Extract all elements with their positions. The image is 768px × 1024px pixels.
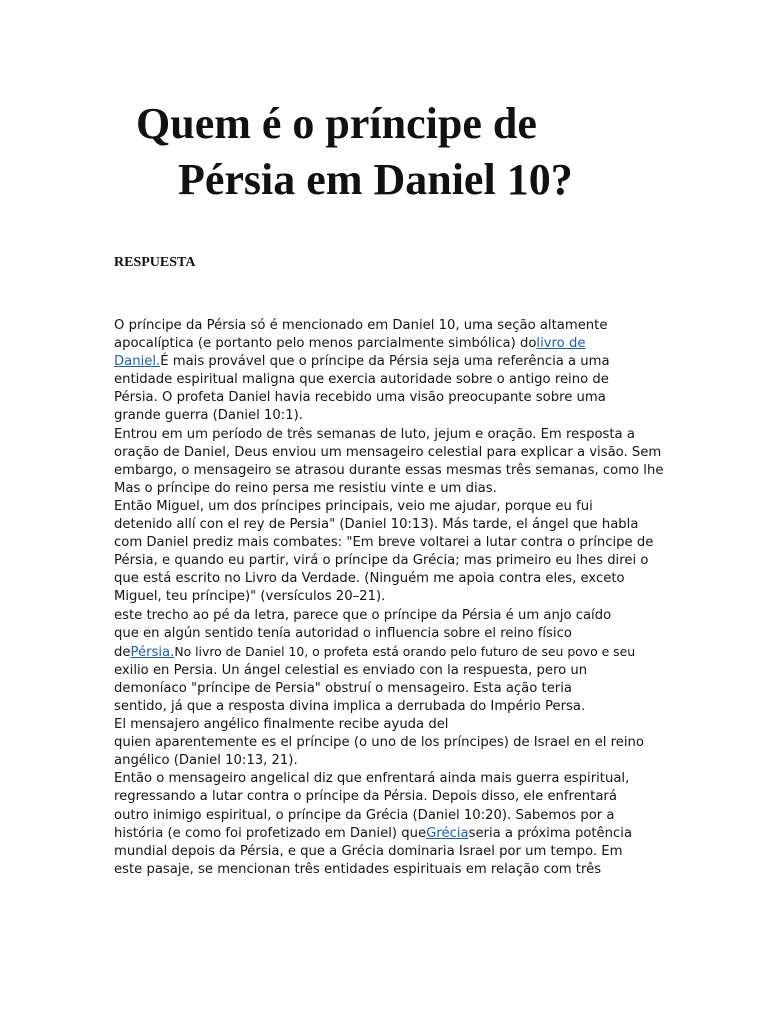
section-heading: RESPUESTA [114, 255, 196, 270]
text-line: Então Miguel, um dos príncipes principais, veio me ajudar, porque eu fui [114, 498, 593, 514]
page-title [136, 96, 573, 208]
text-line: angélico (Daniel 10:13, 21). [114, 753, 298, 769]
text-line: este trecho ao pé da letra, parece que o príncipe da Pérsia é um anjo caído [114, 607, 612, 623]
body-text [114, 317, 674, 879]
link-livro-de-daniel[interactable]: livro de [536, 336, 586, 352]
text-line: grande guerra (Daniel 10:1). [114, 408, 303, 424]
text-line: O príncipe da Pérsia só é mencionado em Daniel 10, uma seção altamente [114, 318, 608, 333]
text-line: que en algún sentido tenía autoridad o influencia sobre el reino físico [114, 625, 572, 641]
title-line-1: Quem é o príncipe de [136, 99, 537, 148]
link-persia[interactable]: Pérsia. [130, 644, 175, 660]
text-line: sentido, já que a resposta divina implica a derrubada do Império Persa. [114, 698, 586, 714]
text-line: exilio en Persia. Un ángel celestial es enviado con la respuesta, pero un [114, 662, 588, 678]
text-line: este pasaje, se mencionan três entidades espirituais em relação com três [114, 861, 602, 877]
text-line: Daniel.É mais provável que o príncipe da Pérsia seja uma referência a uma [114, 354, 610, 370]
text-line: outro inimigo espiritual, o príncipe da Grécia (Daniel 10:20). Sabemos por a [114, 807, 615, 823]
text-line: Entrou em um período de três semanas de luto, jejum e oração. Em resposta a [114, 426, 635, 442]
text-line: regressando a lutar contra o príncipe da Pérsia. Depois disso, ele enfrentará [114, 789, 617, 805]
text-line: El mensajero angélico finalmente recibe ayuda del [114, 717, 449, 733]
text-line: apocalíptica (e portanto pelo menos parcialmente simbólica) dolivro de [114, 336, 586, 352]
text-line: detenido allí con el rey de Persia" (Daniel 10:13). Más tarde, el ángel que habla [114, 517, 639, 533]
text-line: que está escrito no Livro da Verdade. (Ninguém me apoia contra eles, exceto [114, 571, 625, 587]
link-daniel[interactable]: Daniel. [114, 354, 161, 370]
text-line: quien aparentemente es el príncipe (o uno de los príncipes) de Israel en el reino [114, 735, 644, 751]
text-line: Pérsia, e quando eu partir, virá o príncipe da Grécia; mas primeiro eu lhes direi o [114, 553, 649, 569]
text-line: com Daniel prediz mais combates: "Em breve voltarei a lutar contra o príncipe de [114, 535, 654, 551]
text-line: demoníaco "príncipe de Persia" obstruí o mensageiro. Esta ação teria [114, 680, 572, 696]
text-line: oração de Daniel, Deus enviou um mensageiro celestial para explicar a visão. Sem [114, 444, 662, 460]
title-line-2: Pérsia em Daniel 10? [178, 155, 573, 204]
link-grecia[interactable]: Grécia [426, 825, 469, 841]
text-line: Mas o príncipe do reino persa me resistiu vinte e um dias. [114, 480, 497, 496]
text-line: dePérsia.No livro de Daniel 10, o profeta está orando pelo futuro de seu povo e seu [114, 643, 636, 660]
text-line: Então o mensageiro angelical diz que enfrentará ainda mais guerra espiritual, [114, 771, 630, 787]
text-line: Miguel, teu príncipe)" (versículos 20–21). [114, 589, 386, 605]
text-line: Pérsia. O profeta Daniel havia recebido uma visão preocupante sobre uma [114, 390, 606, 406]
text-line: mundial depois da Pérsia, e que a Grécia dominaria Israel por um tempo. Em [114, 843, 623, 859]
text-line: embargo, o mensageiro se atrasou durante essas mesmas três semanas, como lhe [114, 462, 664, 478]
text-line: história (e como foi profetizado em Daniel) queGréciaseria a próxima potência [114, 825, 633, 841]
text-line: entidade espiritual maligna que exercia autoridade sobre o antigo reino de [114, 372, 609, 388]
